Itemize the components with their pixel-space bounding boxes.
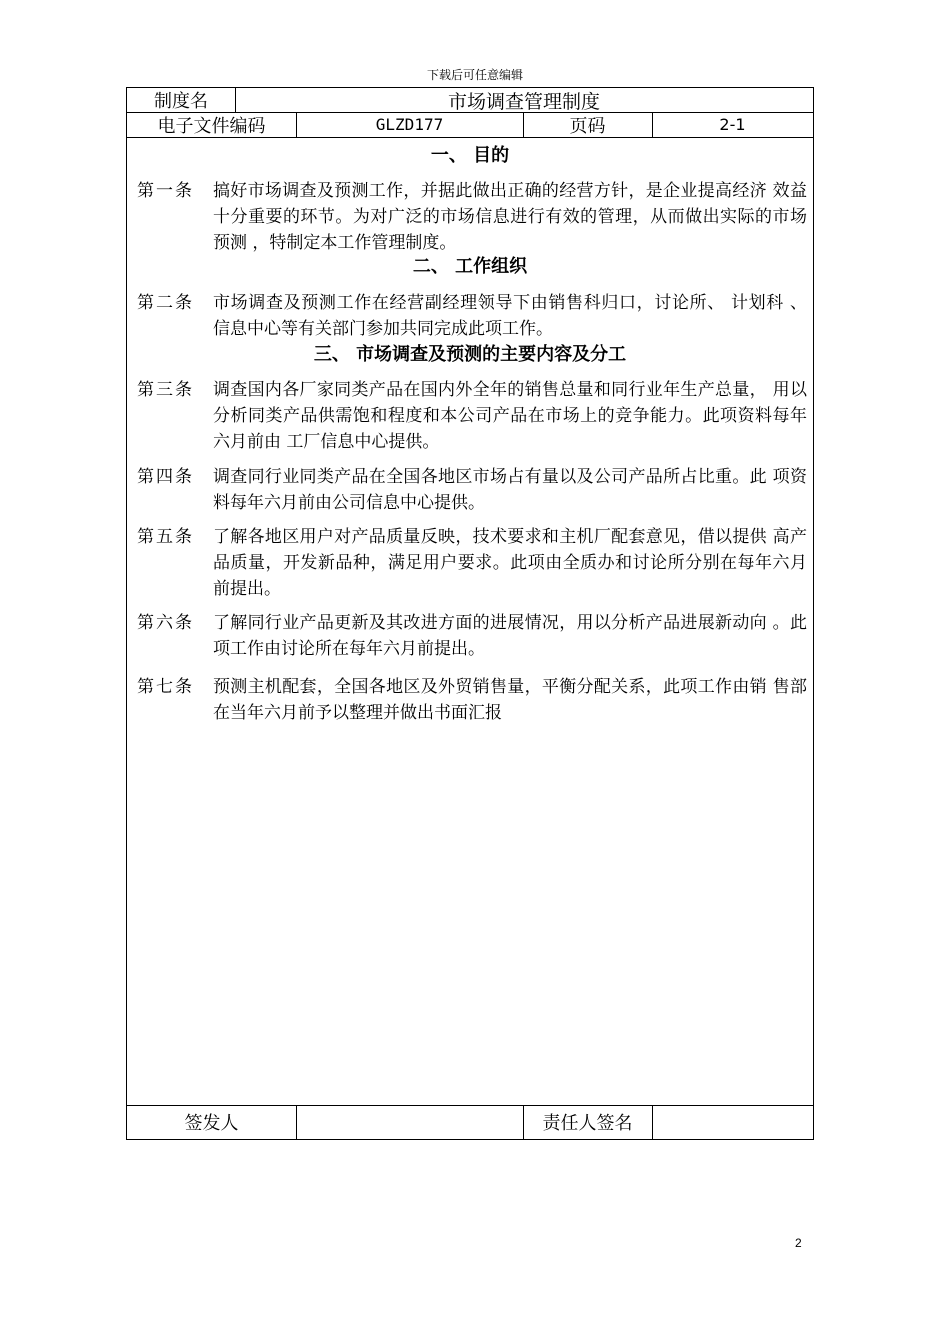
system-name-label: 制度名 [154, 91, 208, 112]
page-value: 2-1 [719, 115, 746, 134]
top-note: 下载后可任意编辑 [426, 68, 523, 82]
article [137, 674, 807, 726]
article-label: 第五条 [137, 527, 194, 547]
article-label: 第四条 [137, 467, 194, 487]
article [137, 524, 807, 602]
file-code-value: GLZD177 [375, 115, 444, 134]
article-label: 第七条 [137, 677, 194, 697]
article [137, 377, 807, 455]
article [137, 464, 807, 516]
article-text: 调查国内各厂家同类产品在国内外全年的销售总量和同行业年生产总量， 用以分析同类产品供需饱和程度和本公司产品在市场上的竞争能力。此项资料每年六月前由 工厂信息中心提供。 [213, 380, 807, 452]
article [137, 178, 807, 256]
issuer-field[interactable] [296, 1105, 523, 1139]
issuer-label: 签发人 [184, 1113, 239, 1134]
article [137, 290, 807, 342]
responsible-signature-field[interactable] [652, 1105, 813, 1139]
article-text: 了解同行业产品更新及其改进方面的进展情况，用以分析产品进展新动向 。此项工作由讨论所在每年六月前提出。 [213, 613, 807, 659]
article-label: 第二条 [137, 293, 194, 313]
article-text: 预测主机配套，全国各地区及外贸销售量，平衡分配关系，此项工作由销 售部在当年六月前予以整理并做出书面汇报 [213, 677, 807, 723]
responsible-label: 责任人签名 [542, 1113, 633, 1134]
article-text: 调查同行业同类产品在全国各地区市场占有量以及公司产品所占比重。此 项资料每年六月前由公司信息中心提供。 [213, 467, 807, 513]
system-name-value: 市场调查管理制度 [447, 90, 600, 113]
article-text: 了解各地区用户对产品质量反映，技术要求和主机厂配套意见，借以提供 高产品质量，开发新品种，满足用户要求。此项由全质办和讨论所分别在每年六月前提出。 [213, 527, 807, 599]
section-heading: 二、 工作组织 [412, 256, 528, 277]
file-code-label: 电子文件编码 [157, 115, 266, 137]
section-heading: 三、 市场调查及预测的主要内容及分工 [313, 344, 627, 365]
article-text: 搞好市场调查及预测工作，并据此做出正确的经营方针，是企业提高经济 效益十分重要的环节。为对广泛的市场信息进行有效的管理，从而做出实际的市场预测 ，特制定本工作管理制度。 [213, 181, 807, 253]
section-heading: 一、 目的 [430, 145, 510, 166]
article-label: 第六条 [137, 613, 194, 633]
page-number: 2 [795, 1236, 802, 1250]
page-label: 页码 [569, 115, 606, 137]
regulation-form [126, 87, 814, 1140]
article-text: 市场调查及预测工作在经营副经理领导下由销售科归口，讨论所、 计划科 、 信息中心等有关部门参加共同完成此项工作。 [213, 293, 807, 339]
article-label: 第一条 [137, 181, 194, 201]
article-label: 第三条 [137, 380, 194, 400]
article [137, 610, 807, 662]
